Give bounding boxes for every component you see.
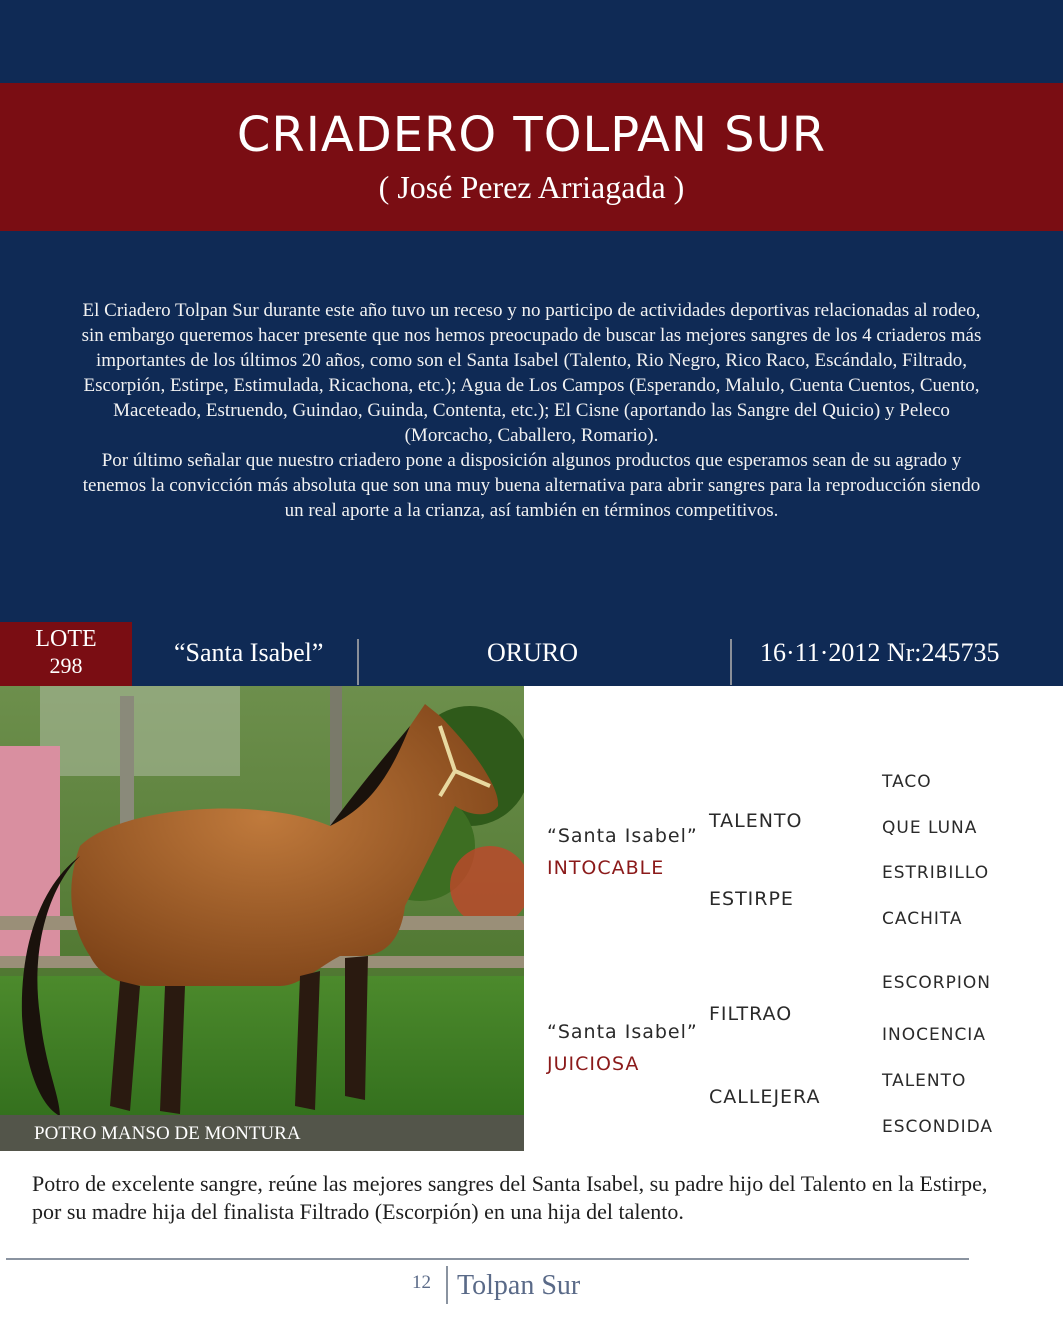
dam-name: JUICIOSA bbox=[547, 1053, 640, 1075]
lot-badge bbox=[0, 622, 132, 686]
dam-sire: FILTRAO bbox=[709, 1003, 793, 1025]
page-number: 12 bbox=[412, 1272, 431, 1293]
horse-name: ORURO bbox=[487, 638, 579, 667]
sire-sire: TALENTO bbox=[709, 810, 803, 832]
dam-breeder: “Santa Isabel” bbox=[547, 1021, 698, 1043]
dam-dam: CALLEJERA bbox=[709, 1086, 821, 1108]
horse-photo bbox=[0, 686, 524, 1151]
intro-text bbox=[80, 298, 983, 523]
lot-label: LOTE bbox=[35, 626, 97, 652]
lot-divider bbox=[730, 639, 732, 685]
footer-rule bbox=[6, 1258, 969, 1260]
sire-breeder: “Santa Isabel” bbox=[547, 825, 698, 847]
intro-paragraph-1: El Criadero Tolpan Sur durante este año tuvo un receso y no participo de actividades deportivas relacionadas al rodeo, sin embargo queremos hacer presente que nos hemos preocupado de buscar las mejores sangres de los 4 criaderos más importantes de los últimos 20 años, como son el Santa Isabel (Talento, Rio Negro, Rico Raco, Escándalo, Filtrado, Escorpión, Estirpe, Estimulada, Ricachona, etc.); Agua de Los Campos (Esperando, Malulo, Cuenta Cuentos, Cuento, Maceteado, Estruendo, Guindao, Guinda, Contenta, etc.); El Cisne (aportando las Sangre del Quicio) y Peleco (Morcacho, Caballero, Romario). bbox=[81, 300, 982, 446]
footer-divider bbox=[446, 1266, 448, 1304]
sire-sire-sire: TACO bbox=[882, 772, 932, 792]
lot-bar bbox=[0, 622, 1063, 686]
sire-dam-dam: CACHITA bbox=[882, 909, 963, 929]
lot-breeder: “Santa Isabel” bbox=[174, 638, 324, 667]
dam-dam-dam: ESCONDIDA bbox=[882, 1117, 994, 1137]
sire-sire-dam: QUE LUNA bbox=[882, 818, 978, 838]
dam-dam-sire: TALENTO bbox=[882, 1071, 967, 1091]
header-banner bbox=[0, 83, 1063, 231]
lot-divider bbox=[357, 639, 359, 685]
horse-photo-illustration bbox=[0, 686, 524, 1151]
sire-name: INTOCABLE bbox=[547, 857, 665, 879]
owner-name: ( José Perez Arriagada ) bbox=[378, 169, 685, 205]
top-band bbox=[0, 0, 1063, 83]
intro-paragraph-2: Por último señalar que nuestro criadero pone a disposición algunos productos que esperamos sean de su agrado y tenemos la convicción más absoluta que son una muy buena alternativa para abrir sangres para la reproducción siendo un real aporte a la crianza, así también en términos competitivos. bbox=[82, 450, 981, 521]
dam-sire-sire: ESCORPION bbox=[882, 973, 991, 993]
horse-description: Potro de excelente sangre, reúne las mejores sangres del Santa Isabel, su padre hijo del Talento en la Estirpe, por su madre hija del finalista Filtrado (Escorpión) en una hija del talento. bbox=[32, 1171, 988, 1224]
page-title: CRIADERO TOLPAN SUR bbox=[236, 107, 827, 163]
sire-dam-sire: ESTRIBILLO bbox=[882, 863, 990, 883]
intro-section bbox=[0, 231, 1063, 622]
birth-and-registration: 16·11·2012 Nr:245735 bbox=[760, 638, 1000, 667]
sire-dam: ESTIRPE bbox=[709, 888, 794, 910]
footer-title: Tolpan Sur bbox=[457, 1270, 581, 1301]
lot-number: 298 bbox=[49, 653, 83, 678]
dam-sire-dam: INOCENCIA bbox=[882, 1025, 986, 1045]
photo-caption: POTRO MANSO DE MONTURA bbox=[0, 1115, 524, 1151]
